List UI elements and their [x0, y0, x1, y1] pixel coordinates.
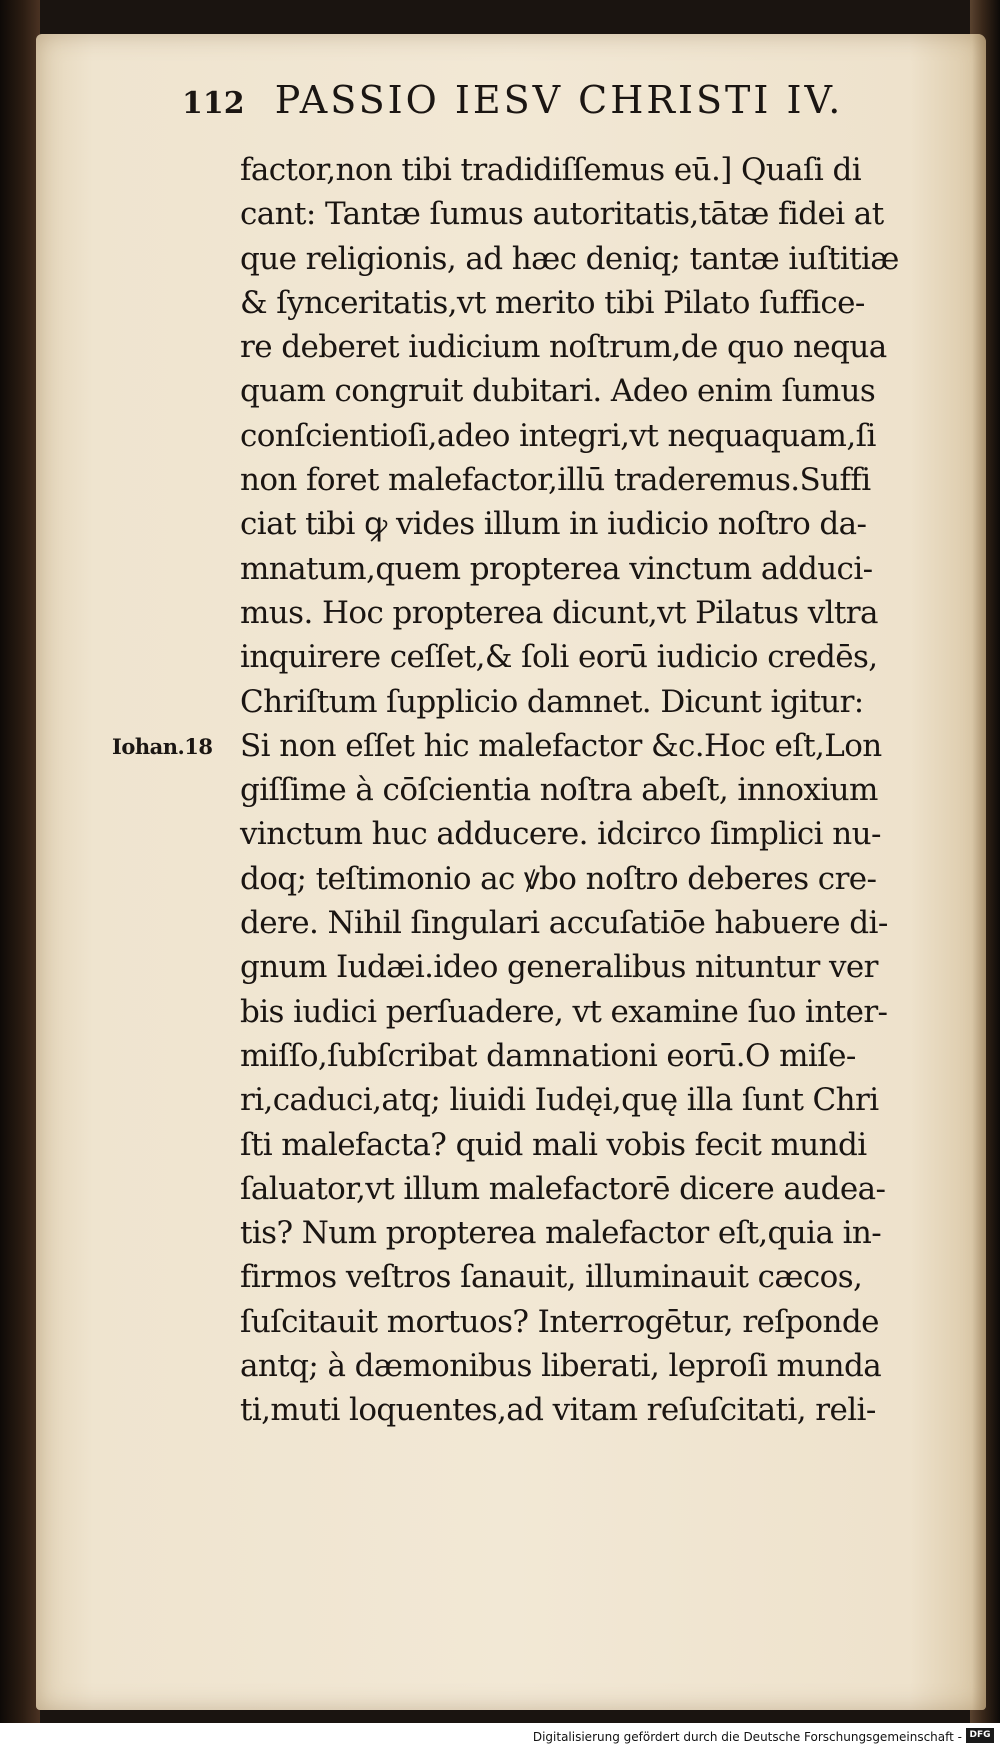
text-line: & ſynceritatis,vt merito tibi Pilato ſuffice-	[240, 284, 865, 321]
text-line: ſti malefacta? quid mali vobis fecit mundi	[240, 1126, 867, 1163]
text-line: Chriſtum ſupplicio damnet. Dicunt igitur:	[240, 683, 864, 720]
text-line: doq; teſtimonio ac ꝟbo noſtro deberes cre-	[240, 860, 877, 897]
text-line: gnum Iudæi.ideo generalibus nituntur ver	[240, 949, 878, 986]
text-line: ſaluator,vt illum malefactorē dicere audea-	[240, 1170, 886, 1207]
text-line: inquirere ceſſet,& ſoli eorū iudicio credēs,	[240, 639, 878, 676]
page-edge-shadow	[972, 34, 986, 1710]
text-line: conſcientioſi,adeo integri,vt nequaquam,ſi	[240, 417, 876, 454]
text-line: firmos veſtros ſanauit, illuminauit cæcos,	[240, 1259, 863, 1296]
page-number: 112	[182, 86, 245, 121]
dfg-logo-icon: DFG	[966, 1728, 994, 1743]
marginal-note: Iohan.18	[112, 734, 213, 759]
text-line: antq; à dæmonibus liberati, leproſi munda	[240, 1348, 882, 1385]
text-line: ciat tibi ꝙ vides illum in iudicio noſtro da-	[240, 506, 867, 543]
text-line: non foret malefactor,illū traderemus.Suffi	[240, 462, 871, 499]
page-header	[182, 78, 942, 122]
text-line: bis iudici perſuadere, vt examine ſuo inter-	[240, 993, 888, 1030]
text-line: dere. Nihil ſingulari accuſatiōe habuere di-	[240, 905, 888, 942]
text-line: re deberet iudicium noſtrum,de quo nequa	[240, 329, 887, 366]
text-line: quam congruit dubitari. Adeo enim ſumus	[240, 373, 876, 410]
text-line: miſſo,ſubſcribat damnationi eorū.O miſe-	[240, 1037, 856, 1074]
text-line: tis? Num propterea malefactor eſt,quia in-	[240, 1215, 882, 1252]
text-line: vinctum huc adducere. idcirco ſimplici nu-	[240, 816, 881, 853]
text-line: ti,muti loquentes,ad vitam reſuſcitati, reli-	[240, 1392, 876, 1429]
text-line: mnatum,quem propterea vinctum adduci-	[240, 550, 873, 587]
text-line: que religionis, ad hæc deniq; tantæ iuſtitiæ	[240, 240, 899, 277]
text-line: ſuſcitauit mortuos? Interrogētur, reſponde	[240, 1303, 879, 1340]
text-line: ri,caduci,atq; liuidi Iudęi,quę illa ſunt Chri	[240, 1082, 879, 1119]
text-line: Si non eſſet hic malefactor &c.Hoc eſt,Lon	[240, 727, 882, 764]
text-line: cant: Tantæ ſumus autoritatis,tātæ fidei at	[240, 196, 884, 233]
text-line: mus. Hoc propterea dicunt,vt Pilatus vltra	[240, 594, 878, 631]
running-title: PASSIO IESV CHRISTI IV.	[274, 78, 844, 122]
funding-note: Digitalisierung gefördert durch die Deutsche Forschungsgemeinschaft -	[532, 1730, 962, 1744]
text-line: factor,non tibi tradidiſſemus eū.] Quaſi di	[240, 152, 862, 188]
main-text-block	[240, 148, 940, 1433]
book-binding-left	[0, 0, 40, 1747]
text-line: giſſime à cōſcientia noſtra abeſt, innoxium	[240, 772, 878, 809]
footer-bar	[0, 1723, 1000, 1747]
